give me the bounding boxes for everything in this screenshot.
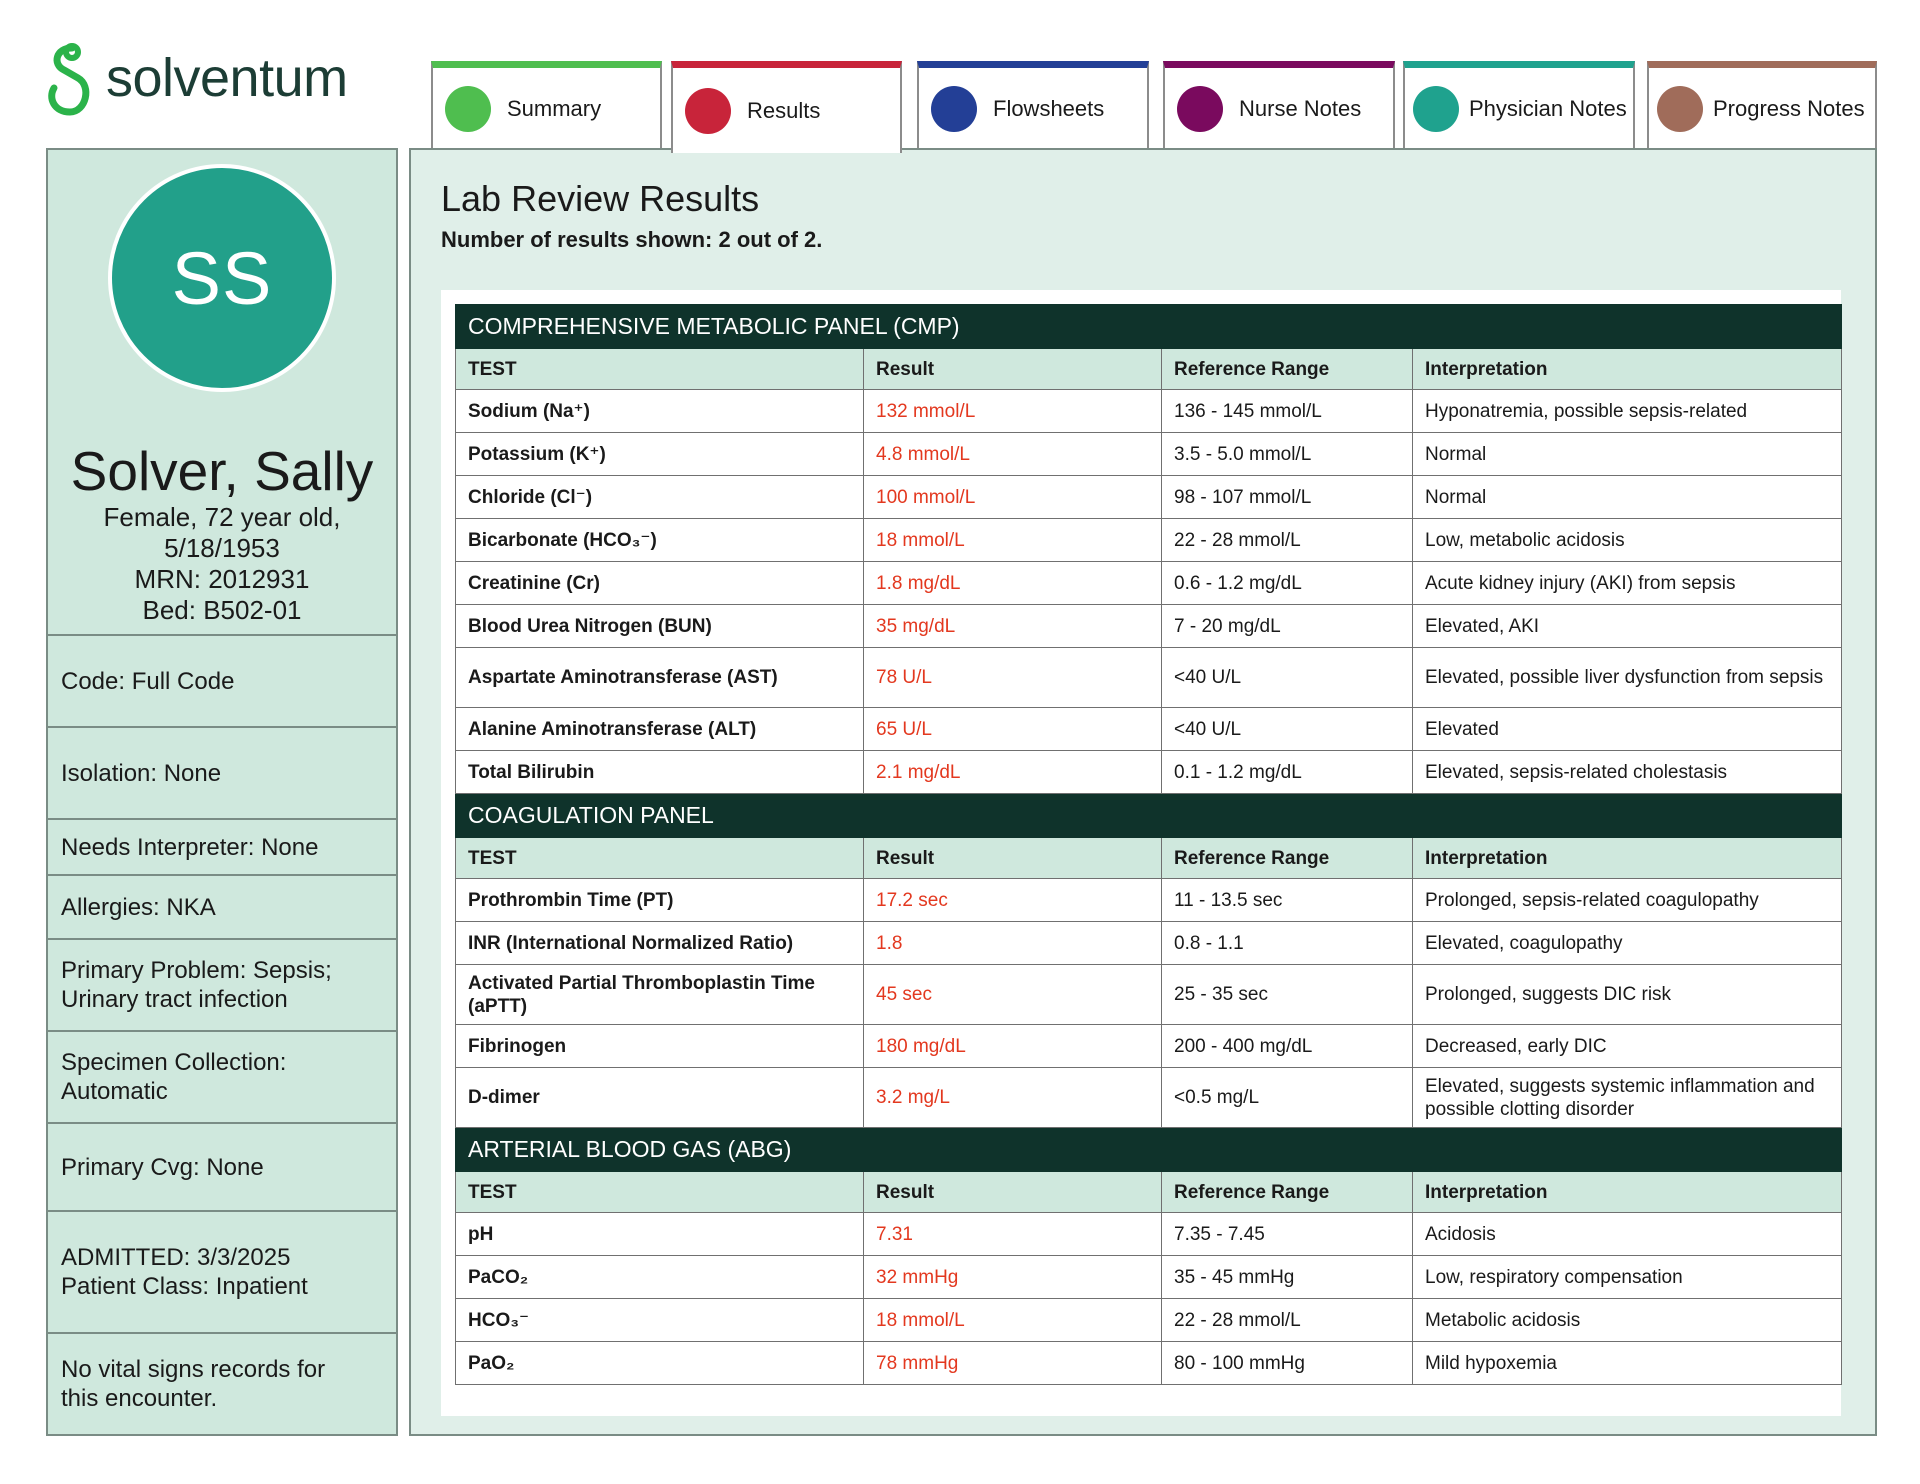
test-name: Potassium (K⁺) (456, 433, 864, 476)
avatar (108, 164, 336, 392)
test-result: 4.8 mmol/L (864, 433, 1162, 476)
primary-cvg-text: Primary Cvg: None (61, 1153, 264, 1181)
code-status-text: Code: Full Code (61, 667, 235, 695)
isolation-text: Isolation: None (61, 759, 222, 787)
col-result: Result (864, 349, 1162, 390)
vitals-line-1: No vital signs records for (61, 1356, 326, 1383)
test-result: 1.8 (864, 922, 1162, 965)
specimen-line-2: Automatic (61, 1078, 168, 1105)
panel-title: ARTERIAL BLOOD GAS (ABG) (456, 1128, 1842, 1172)
main-panel (409, 148, 1877, 1436)
panel-title: COMPREHENSIVE METABOLIC PANEL (CMP) (456, 305, 1842, 349)
col-test: TEST (456, 1172, 864, 1213)
col-range: Reference Range (1162, 1172, 1413, 1213)
interpretation: Hyponatremia, possible sepsis-related (1413, 390, 1842, 433)
table-row[interactable] (456, 922, 1842, 965)
col-interpretation: Interpretation (1413, 1172, 1842, 1213)
tab-results[interactable] (671, 61, 902, 153)
admission-info (48, 1210, 396, 1332)
interpretation: Mild hypoxemia (1413, 1342, 1842, 1385)
panel-title: COAGULATION PANEL (456, 794, 1842, 838)
reference-range: <0.5 mg/L (1162, 1068, 1413, 1128)
table-row[interactable] (456, 708, 1842, 751)
interpretation: Elevated, possible liver dysfunction from sepsis (1413, 648, 1842, 708)
test-result: 65 U/L (864, 708, 1162, 751)
reference-range: 0.6 - 1.2 mg/dL (1162, 562, 1413, 605)
patient-class: Patient Class: Inpatient (61, 1273, 308, 1300)
solventum-logo (42, 42, 348, 122)
test-name: Sodium (Na⁺) (456, 390, 864, 433)
reference-range: 0.8 - 1.1 (1162, 922, 1413, 965)
tab-nurse-notes[interactable] (1163, 61, 1395, 149)
table-row[interactable] (456, 879, 1842, 922)
primary-cvg (48, 1122, 396, 1210)
test-name: Chloride (Cl⁻) (456, 476, 864, 519)
reference-range: 136 - 145 mmol/L (1162, 390, 1413, 433)
interpretation: Low, respiratory compensation (1413, 1256, 1842, 1299)
test-result: 17.2 sec (864, 879, 1162, 922)
reference-range: <40 U/L (1162, 648, 1413, 708)
patient-header (48, 440, 396, 626)
nurse-notes-dot-icon (1177, 86, 1223, 132)
table-row[interactable] (456, 965, 1842, 1025)
reference-range: 7 - 20 mg/dL (1162, 605, 1413, 648)
reference-range: 80 - 100 mmHg (1162, 1342, 1413, 1385)
interpretation: Prolonged, sepsis-related coagulopathy (1413, 879, 1842, 922)
result-count: Number of results shown: 2 out of 2. (441, 227, 823, 252)
test-result: 35 mg/dL (864, 605, 1162, 648)
test-result: 18 mmol/L (864, 1299, 1162, 1342)
column-header-row (456, 838, 1842, 879)
primary-problem-line-2: Urinary tract infection (61, 986, 288, 1013)
tab-label: Flowsheets (993, 95, 1105, 121)
test-name: D-dimer (456, 1068, 864, 1128)
admitted-date: ADMITTED: 3/3/2025 (61, 1244, 291, 1271)
test-result: 18 mmol/L (864, 519, 1162, 562)
reference-range: 0.1 - 1.2 mg/dL (1162, 751, 1413, 794)
allergies-status (48, 874, 396, 938)
interpretation: Normal (1413, 476, 1842, 519)
interpretation: Metabolic acidosis (1413, 1299, 1842, 1342)
test-name: INR (International Normalized Ratio) (456, 922, 864, 965)
physician-notes-dot-icon (1413, 86, 1459, 132)
tab-progress-notes[interactable] (1647, 61, 1877, 149)
reference-range: 200 - 400 mg/dL (1162, 1025, 1413, 1068)
brand-name: solventum (106, 48, 348, 108)
table-row[interactable] (456, 433, 1842, 476)
column-header-row (456, 349, 1842, 390)
tab-label: Physician Notes (1469, 95, 1627, 121)
tab-bar (431, 61, 1877, 149)
reference-range: 22 - 28 mmol/L (1162, 1299, 1413, 1342)
tab-label: Nurse Notes (1239, 95, 1362, 121)
interpretation: Acidosis (1413, 1213, 1842, 1256)
tab-summary[interactable] (431, 61, 662, 149)
solventum-logo-icon (42, 42, 98, 122)
test-name: Fibrinogen (456, 1025, 864, 1068)
tab-physician-notes[interactable] (1403, 61, 1635, 149)
flowsheets-dot-icon (931, 86, 977, 132)
column-header-row (456, 1172, 1842, 1213)
table-row[interactable] (456, 1256, 1842, 1299)
interpretation: Elevated, sepsis-related cholestasis (1413, 751, 1842, 794)
table-row[interactable] (456, 1213, 1842, 1256)
table-row[interactable] (456, 519, 1842, 562)
patient-gender-age: Female, 72 year old, (103, 502, 341, 532)
isolation-status (48, 726, 396, 818)
test-result: 2.1 mg/dL (864, 751, 1162, 794)
test-result: 1.8 mg/dL (864, 562, 1162, 605)
interpretation: Elevated, suggests systemic inflammation and possible clotting disorder (1413, 1068, 1842, 1128)
col-result: Result (864, 1172, 1162, 1213)
table-row[interactable] (456, 751, 1842, 794)
allergies-text: Allergies: NKA (61, 893, 216, 921)
table-row[interactable] (456, 1342, 1842, 1385)
test-name: Bicarbonate (HCO₃⁻) (456, 519, 864, 562)
tab-flowsheets[interactable] (917, 61, 1149, 149)
patient-sidebar (46, 148, 398, 1436)
reference-range: 11 - 13.5 sec (1162, 879, 1413, 922)
specimen-line-1: Specimen Collection: (61, 1049, 287, 1076)
test-name: PaO₂ (456, 1342, 864, 1385)
table-row[interactable] (456, 1068, 1842, 1128)
reference-range: 35 - 45 mmHg (1162, 1256, 1413, 1299)
interpretation: Elevated, coagulopathy (1413, 922, 1842, 965)
col-test: TEST (456, 349, 864, 390)
table-row[interactable] (456, 648, 1842, 708)
reference-range: <40 U/L (1162, 708, 1413, 751)
lab-results-card (441, 290, 1841, 1416)
table-row[interactable] (456, 390, 1842, 433)
col-interpretation: Interpretation (1413, 349, 1842, 390)
specimen-collection (48, 1030, 396, 1122)
progress-notes-dot-icon (1657, 86, 1703, 132)
test-name: pH (456, 1213, 864, 1256)
patient-dob: 5/18/1953 (164, 533, 280, 563)
reference-range: 7.35 - 7.45 (1162, 1213, 1413, 1256)
panel-header-cmp (456, 305, 1842, 349)
test-result: 78 U/L (864, 648, 1162, 708)
table-row[interactable] (456, 1299, 1842, 1342)
table-row[interactable] (456, 1025, 1842, 1068)
tab-label: Summary (507, 95, 602, 121)
patient-mrn: MRN: 2012931 (134, 564, 310, 594)
interpreter-text: Needs Interpreter: None (61, 833, 319, 861)
test-name: Alanine Aminotransferase (ALT) (456, 708, 864, 751)
panel-header-abg (456, 1128, 1842, 1172)
interpretation: Prolonged, suggests DIC risk (1413, 965, 1842, 1025)
patient-bed: Bed: B502-01 (142, 595, 302, 625)
vital-signs-note (48, 1332, 396, 1434)
col-result: Result (864, 838, 1162, 879)
test-name: Blood Urea Nitrogen (BUN) (456, 605, 864, 648)
test-result: 78 mmHg (864, 1342, 1162, 1385)
page-title: Lab Review Results (441, 178, 760, 219)
test-result: 180 mg/dL (864, 1025, 1162, 1068)
interpretation: Normal (1413, 433, 1842, 476)
test-name: Aspartate Aminotransferase (AST) (456, 648, 864, 708)
interpretation: Elevated, AKI (1413, 605, 1842, 648)
patient-name: Solver, Sally (70, 440, 374, 502)
interpretation: Elevated (1413, 708, 1842, 751)
col-test: TEST (456, 838, 864, 879)
test-result: 32 mmHg (864, 1256, 1162, 1299)
vitals-line-2: this encounter. (61, 1385, 218, 1412)
test-name: Prothrombin Time (PT) (456, 879, 864, 922)
test-name: HCO₃⁻ (456, 1299, 864, 1342)
tab-label: Results (747, 97, 821, 123)
test-name: Total Bilirubin (456, 751, 864, 794)
test-name: PaCO₂ (456, 1256, 864, 1299)
summary-dot-icon (445, 86, 491, 132)
interpreter-status (48, 818, 396, 874)
primary-problem (48, 938, 396, 1030)
reference-range: 25 - 35 sec (1162, 965, 1413, 1025)
interpretation: Acute kidney injury (AKI) from sepsis (1413, 562, 1842, 605)
interpretation: Decreased, early DIC (1413, 1025, 1842, 1068)
table-row[interactable] (456, 476, 1842, 519)
test-result: 3.2 mg/L (864, 1068, 1162, 1128)
avatar-initials: SS (171, 236, 273, 320)
interpretation: Low, metabolic acidosis (1413, 519, 1842, 562)
code-status (48, 634, 396, 726)
test-result: 45 sec (864, 965, 1162, 1025)
test-result: 132 mmol/L (864, 390, 1162, 433)
test-result: 7.31 (864, 1213, 1162, 1256)
col-range: Reference Range (1162, 349, 1413, 390)
lab-results-table (455, 304, 1842, 1385)
reference-range: 22 - 28 mmol/L (1162, 519, 1413, 562)
reference-range: 3.5 - 5.0 mmol/L (1162, 433, 1413, 476)
col-range: Reference Range (1162, 838, 1413, 879)
table-row[interactable] (456, 605, 1842, 648)
table-row[interactable] (456, 562, 1842, 605)
primary-problem-line-1: Primary Problem: Sepsis; (61, 957, 332, 984)
panel-header-coagulation (456, 794, 1842, 838)
reference-range: 98 - 107 mmol/L (1162, 476, 1413, 519)
test-result: 100 mmol/L (864, 476, 1162, 519)
tab-label: Progress Notes (1713, 95, 1865, 121)
col-interpretation: Interpretation (1413, 838, 1842, 879)
results-dot-icon (685, 88, 731, 134)
test-name: Creatinine (Cr) (456, 562, 864, 605)
test-name: Activated Partial Thromboplastin Time (aPTT) (456, 965, 864, 1025)
